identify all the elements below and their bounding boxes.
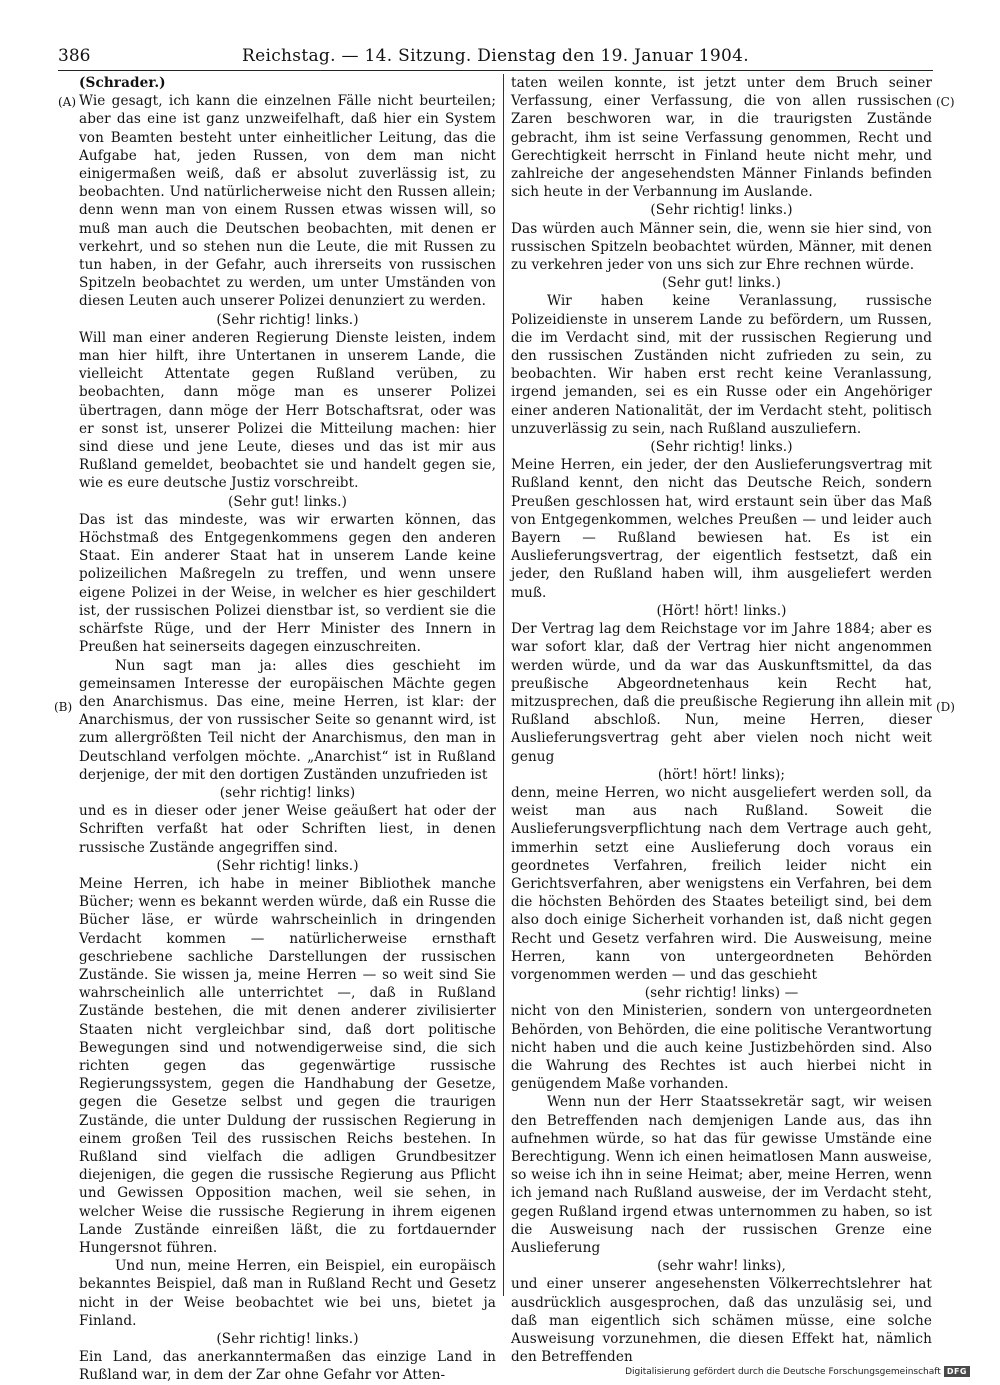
right-column	[511, 74, 932, 1366]
margin-marker-d: (D)	[936, 700, 955, 714]
interjection: (sehr richtig! links) —	[644, 985, 799, 1002]
interjection: (hört! hört! links);	[657, 766, 786, 783]
interjection: (Sehr gut! links.)	[661, 275, 782, 292]
paragraph: Das würden auch Männer sein, die, wenn sie hier sind, von russischen Spitzeln beobachtet würden, Männer, mit denen zu verkehren jeder von uns sich zur Ehre rechnen würde.	[511, 220, 932, 274]
margin-marker-c: (C)	[936, 95, 955, 109]
paragraph: und es in dieser oder jener Weise geäußert hat oder der Schriften verfaßt hat oder Schriften liest, in denen russische Zustände angegriffen sind.	[79, 803, 496, 856]
paragraph: Wir haben keine Veranlassung, russische Polizeidienste in unserem Lande zu befördern, um Russen, die im Verdacht sind, mit der russischen Regierung und den russischen Zuständen nicht zufrieden zu sein, zu beobachten. Wir haben erst recht keine Veranlassung, irgend jemanden, sei es ein Russe oder ein Angehöriger einer anderen Nationalität, der im Verdacht steht, politisch unzuverlässig zu sein, nach Rußland auszuliefern.	[511, 293, 932, 437]
paragraph: taten weilen konnte, ist jetzt unter dem Bruch seiner Verfassung, einer Verfassung, die von allen russischen Zaren beschworen war, in die traurigsten Zustände gebracht, ihm ist seine Verfassung genommen, Recht und Gerechtigkeit herrscht in Finland heute nicht mehr, und zahlreiche der angesehendsten Männer Finlands befinden sich heute in der Verbannung im Auslande.	[511, 75, 932, 201]
paragraph: Wenn nun der Herr Staatssekretär sagt, wir weisen den Betreffenden nach demjenigen Lande aus, das ihn aufnehmen würde, so hat das für gewisse Umstände eine Berechtigung. Wenn ich einen heimatlosen Mann ausweise, so weise ich ihn in seine Heimat; aber, meine Herren, wenn ich jemand nach Rußland ausweise, der im Verdacht steht, gegen Rußland irgend etwas unternommen zu haben, so ist die Ausweisung nach der russischen Grenze eine Auslieferung	[511, 1094, 932, 1256]
paragraph: Meine Herren, ein jeder, der den Auslieferungsvertrag mit Rußland kennt, den nicht das Deutsche Reich, sondern Preußen geschlossen hat, wird erstaunt sein über das Maß von Entgegenkommen, welches Preußen — und leider auch Bayern — Rußland bewiesen hat. Es ist ein Auslieferungsvertrag, der eigentlich festsetzt, daß ein jeder, den Rußland haben will, ihm ausgeliefert werden muß.	[511, 457, 932, 601]
paragraph: Will man einer anderen Regierung Dienste leisten, indem man hier hilft, ihre Untertanen in unserem Lande, die vielleicht Attentate gegen Rußland verüben, zu beobachten, dann möge man es unserer Polizei übertragen, dann möge der Herr Botschaftsrat, oder was er sonst ist, unserer Polizei die Mitteilung machen: hier sind diese und jene Leute, dieses und das ist mir aus Rußland gemeldet, beobachtet sie und handelt gegen sie, wie es eure deutsche Justiz vorschreibt.	[79, 329, 496, 492]
column-divider	[503, 74, 504, 1296]
dfg-logo: DFG	[944, 1366, 970, 1377]
paragraph: Und nun, meine Herren, ein Beispiel, ein europäisch bekanntes Beispiel, daß man in Rußland Recht und Gesetz nicht in der Weise beobachtet wie bei uns, bietet ja Finland.	[79, 1258, 496, 1329]
interjection: (sehr wahr! links),	[657, 1258, 786, 1275]
interjection: (Sehr richtig! links.)	[650, 202, 793, 219]
interjection: (Sehr richtig! links.)	[216, 311, 359, 328]
interjection: (Sehr gut! links.)	[227, 493, 348, 510]
paragraph: Ein Land, das anerkanntermaßen das einzige Land in Rußland war, in dem der Zar ohne Gefahr vor Atten-	[79, 1349, 496, 1384]
paragraph: Meine Herren, ich habe in meiner Bibliothek manche Bücher; wenn es bekannt werden würde, daß ein Russe die Bücher läse, er würde wahrscheinlich in dringenden Verdacht kommen — natürlicherweise ernsthaft geschriebene sachliche Darstellungen der russischen Zustände. Sie wissen ja, meine Herren — so weit sind Sie wahrscheinlich alle unterrichtet —, daß in Rußland Zustände bestehen, die mit denen anderer zivilisierter Staaten nicht vergleichbar sind, daß dort politische Bewegungen sind und notwendigerweise sind, die sich richten gegen das gegenwärtige russische Regierungssystem, gegen die Handhabung der Gesetze, gegen die Gesetze selbst und gegen die traurigen Zustände, die unter Duldung der russischen Regierung in einem großen Teil des russischen Reichs bestehen. In Rußland sind vielfach die adligen Grundbesitzer diejenigen, die gegen die russische Regierung aus Pflicht und Gewissen Opposition machen, weil sie sehen, in welcher Weise die russische Regierung in ihrem eigenen Lande Zustände einreißen läßt, die zu fortdauernder Hungersnot führen.	[79, 875, 496, 1256]
margin-marker-b: (B)	[54, 700, 73, 714]
paragraph: Nun sagt man ja: alles dies geschieht im gemeinsamen Interesse der europäischen Mächte gegen den Anarchismus. Das eine, meine Herren, ist klar: der Anarchismus, der von russischer Seite so genannt wird, ist zum allergrößten Teil nicht der Anarchismus, den man in Deutschland verfolgen möchte. „Anarchist“ ist in Rußland derjenige, der mit den dortigen Zuständen unzufrieden ist	[79, 657, 496, 783]
paragraph: Der Vertrag lag dem Reichstage vor im Jahre 1884; aber es war sofort klar, daß der Vertrag hier nicht angenommen werden würde, und da war das Auskunftsmittel, da das preußische Abgeordnetenhaus kein Recht hat, mitzusprechen, daß die preußische Regierung ihn allein mit Rußland abschloß. Nun, meine Herren, dieser Auslieferungsvertrag geht aber vielen noch nicht weit genug	[511, 621, 932, 765]
page-number: 386	[58, 46, 91, 66]
paragraph: denn, meine Herren, wo nicht ausgeliefert werden soll, da weist man aus nach Rußland. Soweit die Auslieferungsverpflichtung nach dem Vertrage auch geht, immerhin setzt eine Auslieferung doch voraus ein geordnetes Verfahren, freilich leider nicht ein Gerichtsverfahren, aber wenigstens ein Verfahren, bei dem die höchsten Behörden des Staates beteiligt sind, bei dem also doch einige Sicherheit vorhanden ist, daß nicht gegen Recht und Gesetz verfahren wird. Die Ausweisung, meine Herren, kann von untergeordneten Behörden vorgenommen werden — und das geschieht	[511, 784, 932, 983]
credit-text: Digitalisierung gefördert durch die Deutsche Forschungsgemeinschaft	[625, 1366, 941, 1377]
paragraph: nicht von den Ministerien, sondern von untergeordneten Behörden, von Behörden, die eine politische Verantwortung nicht haben und die auch keine Justizbehörden sind. Also die Wahrung des Rechtes ist auch hierbei nicht in genügendem Maße vorhanden.	[511, 1003, 932, 1093]
interjection: (Hört! hört! links.)	[656, 602, 787, 619]
paragraph: Das ist das mindeste, was wir erwarten können, das Höchstmaß des Entgegenkommens gegen den anderen Staat. Ein anderer Staat hat in unserem Lande keine polizeilichen Maßregeln zu treffen, und wenn unsere eigene Polizei in der Weise, in welcher es hier geschildert ist, der russischen Polizei dienstbar ist, so verdient sie die schärfste Rüge, und der Herr Minister des Innern in Preußen hat seinerseits dagegen einzuschreiten.	[79, 511, 496, 656]
speaker-name: (Schrader.)	[79, 75, 166, 91]
interjection: (Sehr richtig! links.)	[216, 1331, 359, 1348]
digitization-credit	[625, 1366, 970, 1377]
interjection: (Sehr richtig! links.)	[650, 439, 793, 456]
paragraph: und einer unserer angesehensten Völkerrechtslehrer hat ausdrücklich ausgesprochen, daß das unzuläsig sei, und daß man eigentlich sich schämen müsse, eine solche Ausweisung vorzunehmen, die diesen Effekt hat, nämlich den Betreffenden	[511, 1276, 932, 1366]
running-title: Reichstag. — 14. Sitzung. Dienstag den 19. Januar 1904.	[242, 46, 749, 66]
interjection: (Sehr richtig! links.)	[216, 857, 359, 874]
paragraph: Wie gesagt, ich kann die einzelnen Fälle nicht beurteilen; aber das eine ist ganz unzweifelhaft, daß hier ein System von Beamten besteht unter einheitlicher Leitung, das die Aufgabe hat, jeden Russen, von dem man nicht einigermaßen weiß, daß er absolut zuverlässig ist, zu beobachten. Und natürlicherweise nicht den Russen allein; denn wenn man von einem Russen etwas wissen will, so muß man auch die Deutschen beobachten, mit denen er verkehrt, und so stehen nun die Leute, die mit Russen zu tun haben, in der Gefahr, auch ihrerseits von russischen Spitzeln beobachtet zu werden, um unter Umständen von diesen Leuten auch unserer Polizei denunziert zu werden.	[79, 93, 496, 310]
left-column	[79, 74, 496, 1385]
interjection: (sehr richtig! links)	[219, 784, 356, 801]
margin-marker-a: (A)	[58, 95, 77, 109]
running-header	[58, 44, 933, 71]
